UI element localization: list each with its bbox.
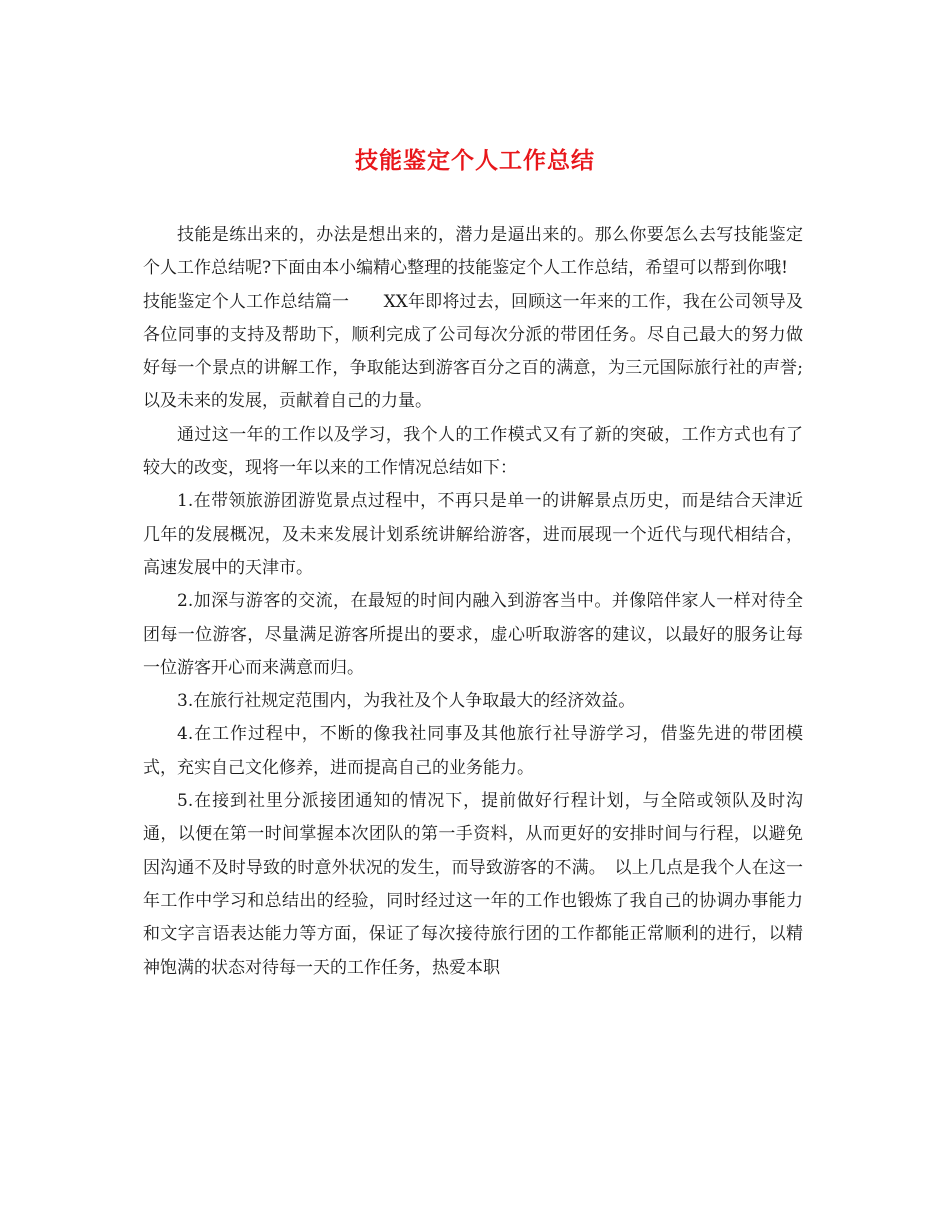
document-body: [143, 219, 803, 985]
paragraph-item-1: 1.在带领旅游团游览景点过程中，不再只是单一的讲解景点历史，而是结合天津近几年的发展概况，及未来发展计划系统讲解给游客，进而展现一个近代与现代相结合，高速发展中的天津市。: [143, 491, 803, 578]
paragraph-section-one: 技能鉴定个人工作总结篇一 XX年即将过去，回顾这一年来的工作，我在公司领导及各位同事的支持及帮助下，顺利完成了公司每次分派的带团任务。尽自己最大的努力做好每一个景点的讲解工作，争取能达到游客百分之百的满意，为三元国际旅行社的声誉;以及未来的发展，贡献着自己的力量。: [143, 291, 803, 412]
paragraph-item-4: 4.在工作过程中，不断的像我社同事及其他旅行社导游学习，借鉴先进的带团模式，充实自己文化修养，进而提高自己的业务能力。: [143, 724, 803, 778]
paragraph-item-2: 2.加深与游客的交流，在最短的时间内融入到游客当中。并像陪伴家人一样对待全团每一位游客，尽量满足游客所提出的要求，虚心听取游客的建议，以最好的服务让每一位游客开心而来满意而归。: [143, 591, 803, 678]
paragraph-summary-lead: 通过这一年的工作以及学习，我个人的工作模式又有了新的突破，工作方式也有了较大的改变，现将一年以来的工作情况总结如下：: [143, 424, 803, 479]
paragraph-intro: 技能是练出来的，办法是想出来的，潜力是逼出来的。那么你要怎么去写技能鉴定个人工作总结呢?下面由本小编精心整理的技能鉴定个人工作总结，希望可以帮到你哦!: [143, 225, 803, 279]
paragraph-item-5: 5.在接到社里分派接团通知的情况下，提前做好行程计划，与全陪或领队及时沟通，以便在第一时间掌握本次团队的第一手资料，从而更好的安排时间与行程，以避免因沟通不及时导致的时意外状况的发生，而导致游客的不满。 以上几点是我个人在这一年工作中学习和总结出的经验，同时经过这一年的工作也锻炼了我自己的协调办事能力和文字言语表达能力等方面，保证了每次接待旅行团的工作都能正常顺利的进行，以精神饱满的状态对待每一天的工作任务，热爱本职: [143, 791, 803, 978]
paragraph-item-3: 3.在旅行社规定范围内，为我社及个人争取最大的经济效益。: [177, 691, 636, 712]
document-title: 技能鉴定个人工作总结: [355, 148, 595, 174]
